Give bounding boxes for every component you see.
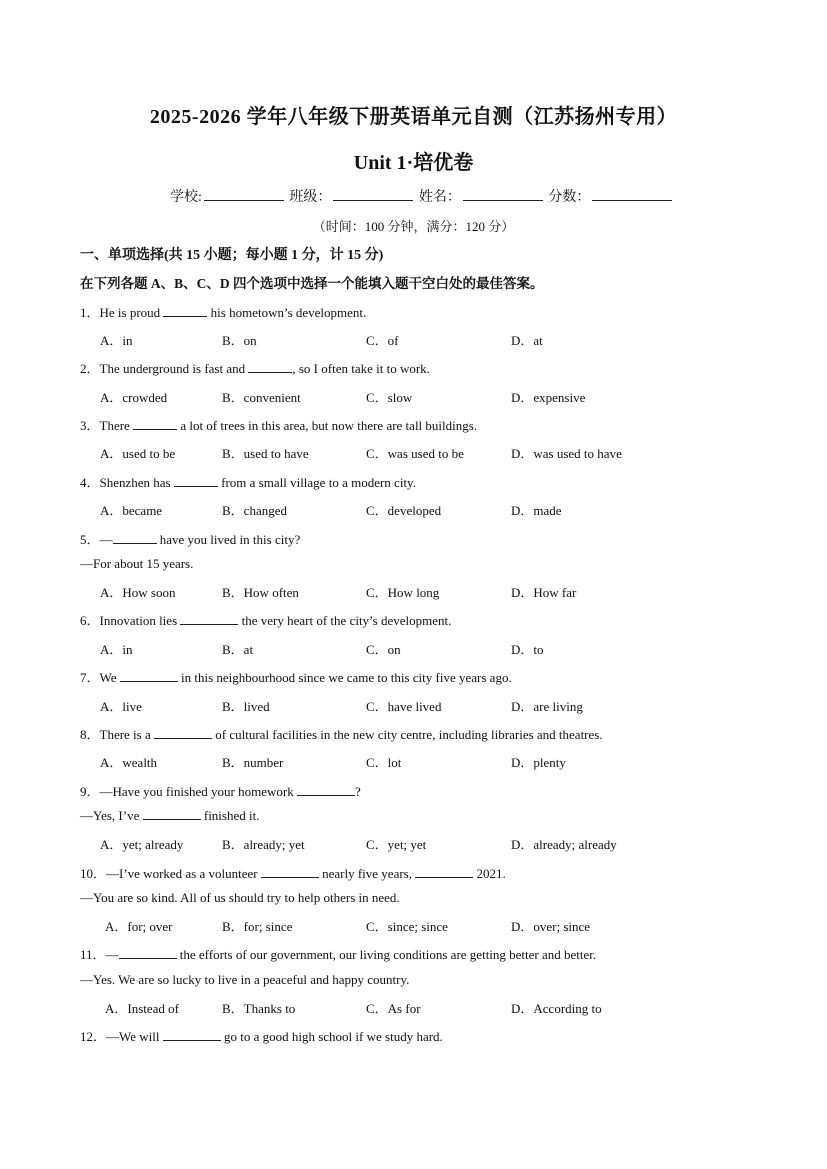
option-b: B．How often xyxy=(222,585,299,600)
stem-text: of cultural facilities in the new city centre, including libraries and theatres. xyxy=(212,727,603,742)
answer-blank xyxy=(415,866,473,878)
question-stem xyxy=(80,529,300,548)
dialog-reply: —For about 15 years. xyxy=(80,556,194,571)
name-blank xyxy=(463,186,543,201)
option-d: D．How far xyxy=(511,585,577,600)
answer-blank xyxy=(174,475,218,487)
dialog-reply: —Yes. We are so lucky to live in a peaceful and happy country. xyxy=(80,972,410,987)
stem-text: 10．—I’ve worked as a volunteer xyxy=(80,866,261,881)
option-d: D．are living xyxy=(511,699,583,714)
answer-blank xyxy=(113,532,157,544)
option-a: A．yet; already xyxy=(100,837,184,852)
option-d: D．over; since xyxy=(511,919,591,934)
score-label: 分数： xyxy=(548,190,591,205)
option-b: B．already; yet xyxy=(222,837,305,852)
option-d: D．already; already xyxy=(511,837,617,852)
option-a: A．used to be xyxy=(100,446,176,461)
option-b: B．lived xyxy=(222,699,270,714)
name-label: 姓名： xyxy=(418,190,461,205)
option-c: C．on xyxy=(366,642,401,657)
answer-blank xyxy=(163,305,207,317)
class-label: 班级： xyxy=(289,190,332,205)
option-a: A．crowded xyxy=(100,390,168,405)
option-c: C．since; since xyxy=(366,919,448,934)
stem-text: 12．—We will xyxy=(80,1029,163,1044)
stem-text: a lot of trees in this area, but now there are tall buildings. xyxy=(177,418,478,433)
question-stem xyxy=(80,1026,443,1045)
option-d: D．was used to have xyxy=(511,446,622,461)
option-d: D．plenty xyxy=(511,755,566,770)
question-stem xyxy=(80,472,416,491)
stem-text: 1．He is proud xyxy=(80,305,164,320)
stem-text: 8．There is a xyxy=(80,727,155,742)
option-b: B．used to have xyxy=(222,446,309,461)
stem-text: 6．Innovation lies xyxy=(80,613,181,628)
question-stem xyxy=(80,302,366,321)
option-b: B．on xyxy=(222,333,257,348)
option-d: D．to xyxy=(511,642,544,657)
stem-text: 2．The underground is fast and xyxy=(80,361,249,376)
stem-text: his hometown’s development. xyxy=(207,305,367,320)
question-stem xyxy=(80,781,361,800)
option-a: A．became xyxy=(100,503,163,518)
answer-blank xyxy=(261,866,319,878)
question-stem xyxy=(80,863,506,882)
option-c: C．How long xyxy=(366,585,440,600)
score-blank xyxy=(592,186,672,201)
option-c: C．lot xyxy=(366,755,402,770)
stem-text: the efforts of our government, our living conditions are getting better and better. xyxy=(176,947,597,962)
stem-text: 3．There xyxy=(80,418,134,433)
option-b: B．changed xyxy=(222,503,287,518)
page-subtitle: Unit 1·培优卷 xyxy=(353,152,474,174)
class-blank xyxy=(333,186,413,201)
option-a: A．How soon xyxy=(100,585,176,600)
question-stem xyxy=(80,724,603,743)
stem-text: 11．— xyxy=(80,947,119,962)
stem-text: the very heart of the city’s development. xyxy=(238,613,452,628)
page-title: 2025-2026 学年八年级下册英语单元自测（江苏扬州专用） xyxy=(149,106,678,128)
option-b: B．number xyxy=(222,755,284,770)
dialog-reply xyxy=(80,808,259,824)
option-a: A．live xyxy=(100,699,142,714)
stem-text: have you lived in this city? xyxy=(156,532,301,547)
option-c: C．was used to be xyxy=(366,446,464,461)
dialog-text: finished it. xyxy=(200,808,260,823)
stem-text: ? xyxy=(355,784,361,799)
dialog-text: —Yes, I’ve xyxy=(80,808,143,823)
stem-text: from a small village to a modern city. xyxy=(217,475,416,490)
option-d: D．at xyxy=(511,333,543,348)
section-heading: 一、单项选择(共 15 小题；每小题 1 分，计 15 分) xyxy=(80,248,384,263)
section-instruction: 在下列各题 A、B、C、D 四个选项中选择一个能填入题干空白处的最佳答案。 xyxy=(80,276,544,291)
stem-text: 5．— xyxy=(80,532,113,547)
answer-blank xyxy=(133,418,177,430)
option-c: C．slow xyxy=(366,390,413,405)
option-b: B．at xyxy=(222,642,254,657)
option-a: A．in xyxy=(100,642,133,657)
question-stem xyxy=(80,358,430,377)
option-d: D．According to xyxy=(511,1001,602,1016)
stem-text: 2021. xyxy=(473,866,506,881)
dialog-reply: —You are so kind. All of us should try to help others in need. xyxy=(80,890,400,905)
option-a: A．Instead of xyxy=(105,1001,180,1016)
option-c: C．As for xyxy=(366,1001,421,1016)
answer-blank xyxy=(154,727,212,739)
option-a: A．for; over xyxy=(105,919,173,934)
stem-text: , so I often take it to work. xyxy=(292,361,430,376)
answer-blank xyxy=(119,947,177,959)
option-d: D．made xyxy=(511,503,562,518)
option-c: C．have lived xyxy=(366,699,442,714)
answer-blank xyxy=(180,613,238,625)
option-b: B．convenient xyxy=(222,390,301,405)
option-a: A．wealth xyxy=(100,755,158,770)
student-info-line xyxy=(170,186,674,206)
option-c: C．developed xyxy=(366,503,442,518)
option-d: D．expensive xyxy=(511,390,586,405)
option-b: B．for; since xyxy=(222,919,293,934)
stem-text: 7．We xyxy=(80,670,120,685)
question-stem xyxy=(80,610,451,629)
answer-blank xyxy=(297,784,355,796)
stem-text: go to a good high school if we study hard. xyxy=(220,1029,443,1044)
option-b: B．Thanks to xyxy=(222,1001,296,1016)
school-label: 学校: xyxy=(170,190,202,205)
option-c: C．of xyxy=(366,333,399,348)
time-note: （时间：100 分钟，满分：120 分） xyxy=(312,219,515,234)
answer-blank xyxy=(143,808,201,820)
option-c: C．yet; yet xyxy=(366,837,427,852)
question-stem xyxy=(80,667,512,686)
stem-text: 9．—Have you finished your homework xyxy=(80,784,297,799)
answer-blank xyxy=(248,361,292,373)
stem-text: 4．Shenzhen has xyxy=(80,475,174,490)
school-blank xyxy=(204,186,284,201)
answer-blank xyxy=(163,1029,221,1041)
question-stem xyxy=(80,944,596,963)
question-stem xyxy=(80,415,477,434)
stem-text: in this neighbourhood since we came to this city five years ago. xyxy=(177,670,512,685)
stem-text: nearly five years, xyxy=(318,866,416,881)
answer-blank xyxy=(120,670,178,682)
option-a: A．in xyxy=(100,333,133,348)
